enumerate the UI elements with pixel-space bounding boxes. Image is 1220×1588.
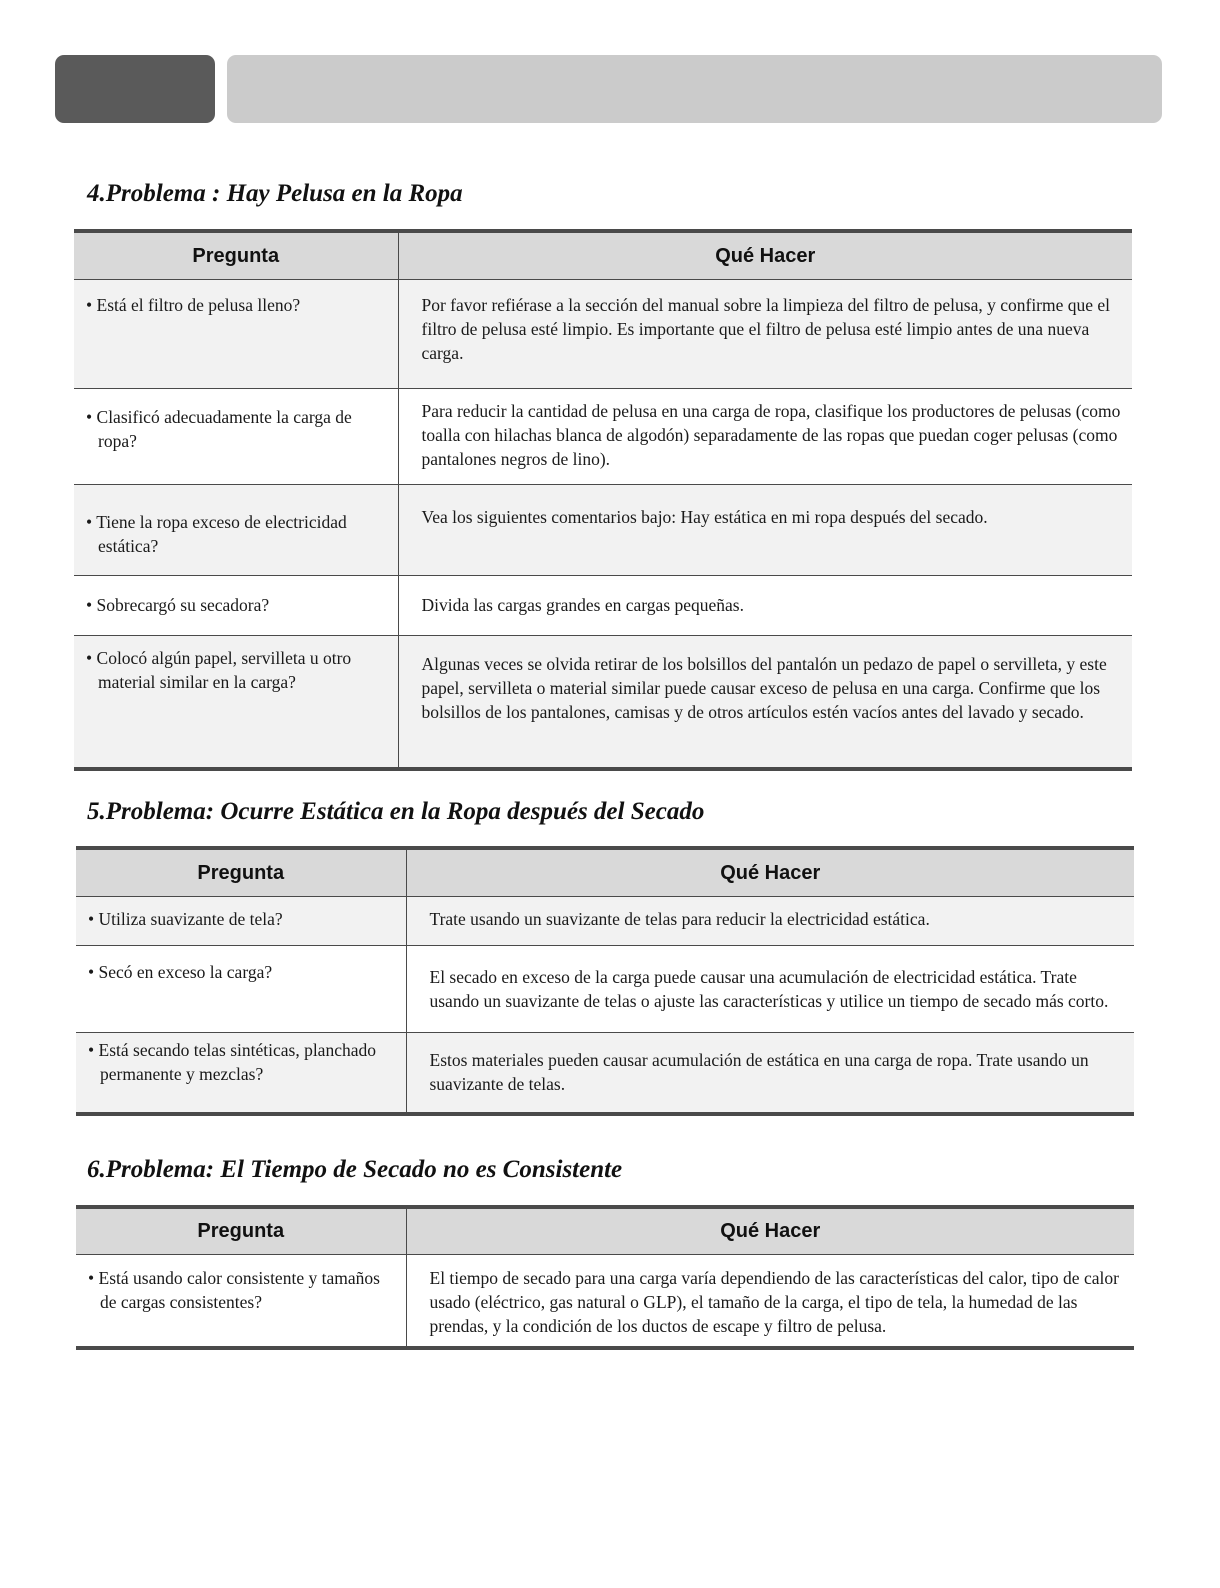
section-4-title: 4.Problema : Hay Pelusa en la Ropa — [87, 180, 463, 207]
table-row — [74, 575, 1132, 635]
table-row — [74, 388, 1132, 484]
table-row — [76, 945, 1134, 1032]
question-text: • Utiliza suavizante de tela? — [88, 907, 400, 931]
table-row — [76, 1032, 1134, 1114]
answer-text: El secado en exceso de la carga puede causar una acumulación de electricidad estática. Trate usando un suavizante de telas o ajuste las características y utilice un tiempo de secado más corto. — [429, 966, 1109, 1011]
section-6-title: 6.Problema: El Tiempo de Secado no es Consistente — [87, 1156, 623, 1183]
question-text: • Sobrecargó su secadora? — [86, 593, 392, 617]
header-banner — [227, 55, 1162, 123]
column-header-answer: Qué Hacer — [406, 848, 1134, 896]
column-header-question: Pregunta — [74, 231, 398, 279]
answer-text: El tiempo de secado para una carga varía dependiendo de las características del calor, tipo de calor usado (eléctrico, gas natural o GLP), el tamaño de la carga, el tipo de tela, la humedad de las prendas, y la condición de los ductos de escape y filtro de pelusa. — [429, 1267, 1119, 1336]
question-text: • Clasificó adecuadamente la carga de ropa? — [86, 405, 392, 453]
question-text: • Tiene la ropa exceso de electricidad estática? — [86, 510, 392, 558]
section-4-table — [74, 229, 1132, 771]
table-header-row — [76, 1207, 1134, 1254]
table-row — [74, 635, 1132, 769]
table-row — [74, 279, 1132, 388]
table-header-row — [74, 231, 1132, 279]
answer-text: Algunas veces se olvida retirar de los bolsillos del pantalón un pedazo de papel o servilleta, y este papel, servilleta o material similar puede causar exceso de pelusa en una carga. Confirme que los bolsillos de los pantalones, camisas y de otros artículos estén vacíos antes del lavado y secado. — [421, 653, 1107, 722]
answer-text: Para reducir la cantidad de pelusa en una carga de ropa, clasifique los productores de pelusas (como toalla con hilachas blanca de algodón) separadamente de las ropas que puedan coger pelusas (como pantalones negros de lino). — [421, 400, 1121, 469]
table-row — [76, 1254, 1134, 1348]
section-5-title: 5.Problema: Ocurre Estática en la Ropa después del Secado — [87, 798, 705, 825]
column-header-question: Pregunta — [76, 848, 406, 896]
section-6-table — [76, 1205, 1134, 1350]
table-row — [76, 896, 1134, 945]
section-5-table — [76, 846, 1134, 1116]
answer-text: Por favor refiérase a la sección del manual sobre la limpieza del filtro de pelusa, y confirme que el filtro de pelusa esté limpio. Es importante que el filtro de pelusa esté limpio antes de una nueva carga. — [421, 294, 1111, 363]
question-text: • Colocó algún papel, servilleta u otro material similar en la carga? — [86, 646, 392, 694]
header-tab-dark — [55, 55, 215, 123]
answer-text: Vea los siguientes comentarios bajo: Hay estática en mi ropa después del secado. — [421, 506, 988, 527]
question-text: • Secó en exceso la carga? — [88, 960, 400, 984]
answer-text: Trate usando un suavizante de telas para reducir la electricidad estática. — [429, 908, 930, 929]
table-header-row — [76, 848, 1134, 896]
question-text: • Está el filtro de pelusa lleno? — [86, 293, 392, 317]
table-row — [74, 484, 1132, 575]
question-text: • Está secando telas sintéticas, planchado permanente y mezclas? — [88, 1038, 400, 1086]
column-header-question: Pregunta — [76, 1207, 406, 1254]
answer-text: Divida las cargas grandes en cargas pequeñas. — [421, 594, 744, 615]
column-header-answer: Qué Hacer — [398, 231, 1132, 279]
question-text: • Está usando calor consistente y tamaños de cargas consistentes? — [88, 1266, 400, 1314]
column-header-answer: Qué Hacer — [406, 1207, 1134, 1254]
answer-text: Estos materiales pueden causar acumulación de estática en una carga de ropa. Trate usando un suavizante de telas. — [429, 1049, 1089, 1094]
